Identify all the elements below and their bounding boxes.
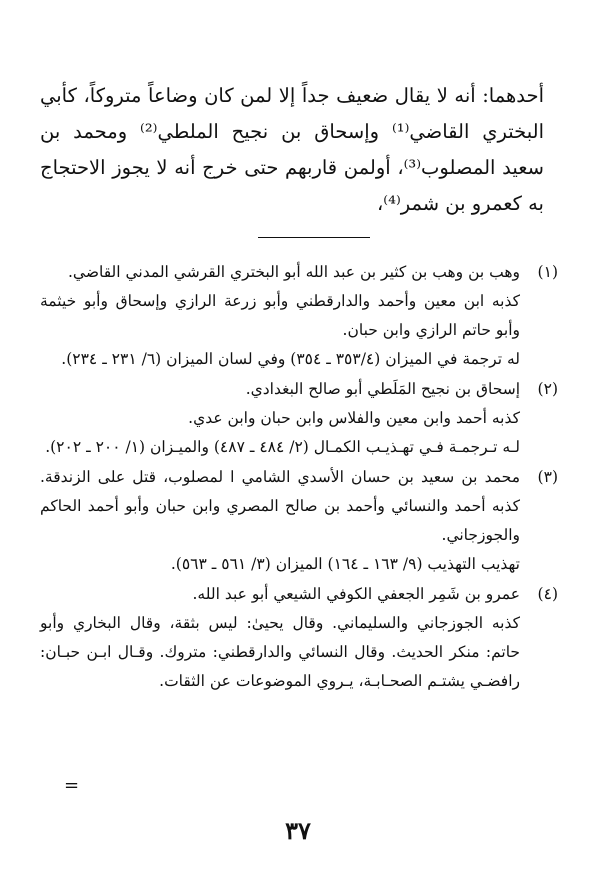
footnote-line: كذبه أحمد وابن معين والفلاس وابن حبان وابن عدي. (188, 409, 520, 427)
footnote-divider (258, 237, 370, 238)
continuation-mark: = (64, 775, 80, 796)
footnote-line: كذبه الجوزجاني والسليماني. وقال يحيىٰ: ليس بثقة، وقال البخاري وأبو حاتم: منكر الحديث. وقال النسائي والدارقطني: متروك. وقـال ابـن حبـان: رافضـي يشتـم الصحـابـة، يـروي الموضوعات عن الثقات. (40, 614, 520, 690)
footnote-line: كذبه ابن معين وأحمد والدارقطني وأبو زرعة الرازي وإسحاق وأبو خيثمة وأبو حاتم الرازي وابن حبان. (40, 292, 520, 339)
footnote-number: (١) (537, 263, 558, 281)
main-paragraph: أحدهما: أنه لا يقال ضعيف جداً إلا لمن كان وضاعاً متروكاً، كأبي البختري القاضي⁽¹⁾ وإسحاق بن نجيح الملطي⁽²⁾ ومحمد بن سعيد المصلوب⁽³⁾، أولمن قاربهم حتى خرج أنه لا يجوز الاحتجاج به كعمرو بن شمر⁽⁴⁾، (40, 84, 544, 215)
footnote-line: له ترجمة في الميزان (٣٥٣/٤ ـ ٣٥٤) وفي لسان الميزان (٦/ ٢٣١ ـ ٢٣٤). (61, 350, 520, 368)
footnote-line: وهب بن وهب بن كثير بن عبد الله أبو البختري القرشي المدني القاضي. (67, 263, 520, 281)
footnote-number: (٤) (537, 585, 558, 603)
footnotes (40, 258, 558, 696)
footnote-2 (40, 375, 558, 462)
footnote-number: (٢) (537, 380, 558, 398)
footnote-3 (40, 463, 558, 579)
footnote-number: (٣) (537, 468, 558, 486)
footnote-line: عمرو بن شَمِر الجعفي الكوفي الشيعي أبو عبد الله. (192, 585, 520, 603)
footnote-line: محمد بن سعيد بن حسان الأسدي الشامي ا لمصلوب، قتل على الزندقة. كذبه أحمد والنسائي وأحمد بن صالح المصري وابن حبان وأبو أحمد الحاكم والجوزجاني. (40, 468, 520, 544)
page-number: ٣٧ (285, 816, 311, 845)
footnote-1 (40, 258, 558, 374)
footnote-line: لـه تـرجمـة فـي تهـذيـب الكمـال (٢/ ٤٨٤ ـ ٤٨٧) والميـزان (١/ ٢٠٠ ـ ٢٠٢). (45, 438, 520, 456)
footnote-4 (40, 580, 558, 696)
footnote-body (40, 375, 520, 462)
footnote-body (40, 463, 520, 579)
footnote-body (40, 580, 520, 696)
footnote-line: تهذيب التهذيب (٩/ ١٦٣ ـ ١٦٤) الميزان (٣/ ٥٦١ ـ ٥٦٣). (170, 555, 520, 573)
footnote-body (40, 258, 520, 374)
footnote-line: إسحاق بن نجيح المَلَطي أبو صالح البغدادي. (245, 380, 520, 398)
main-text (40, 78, 544, 222)
